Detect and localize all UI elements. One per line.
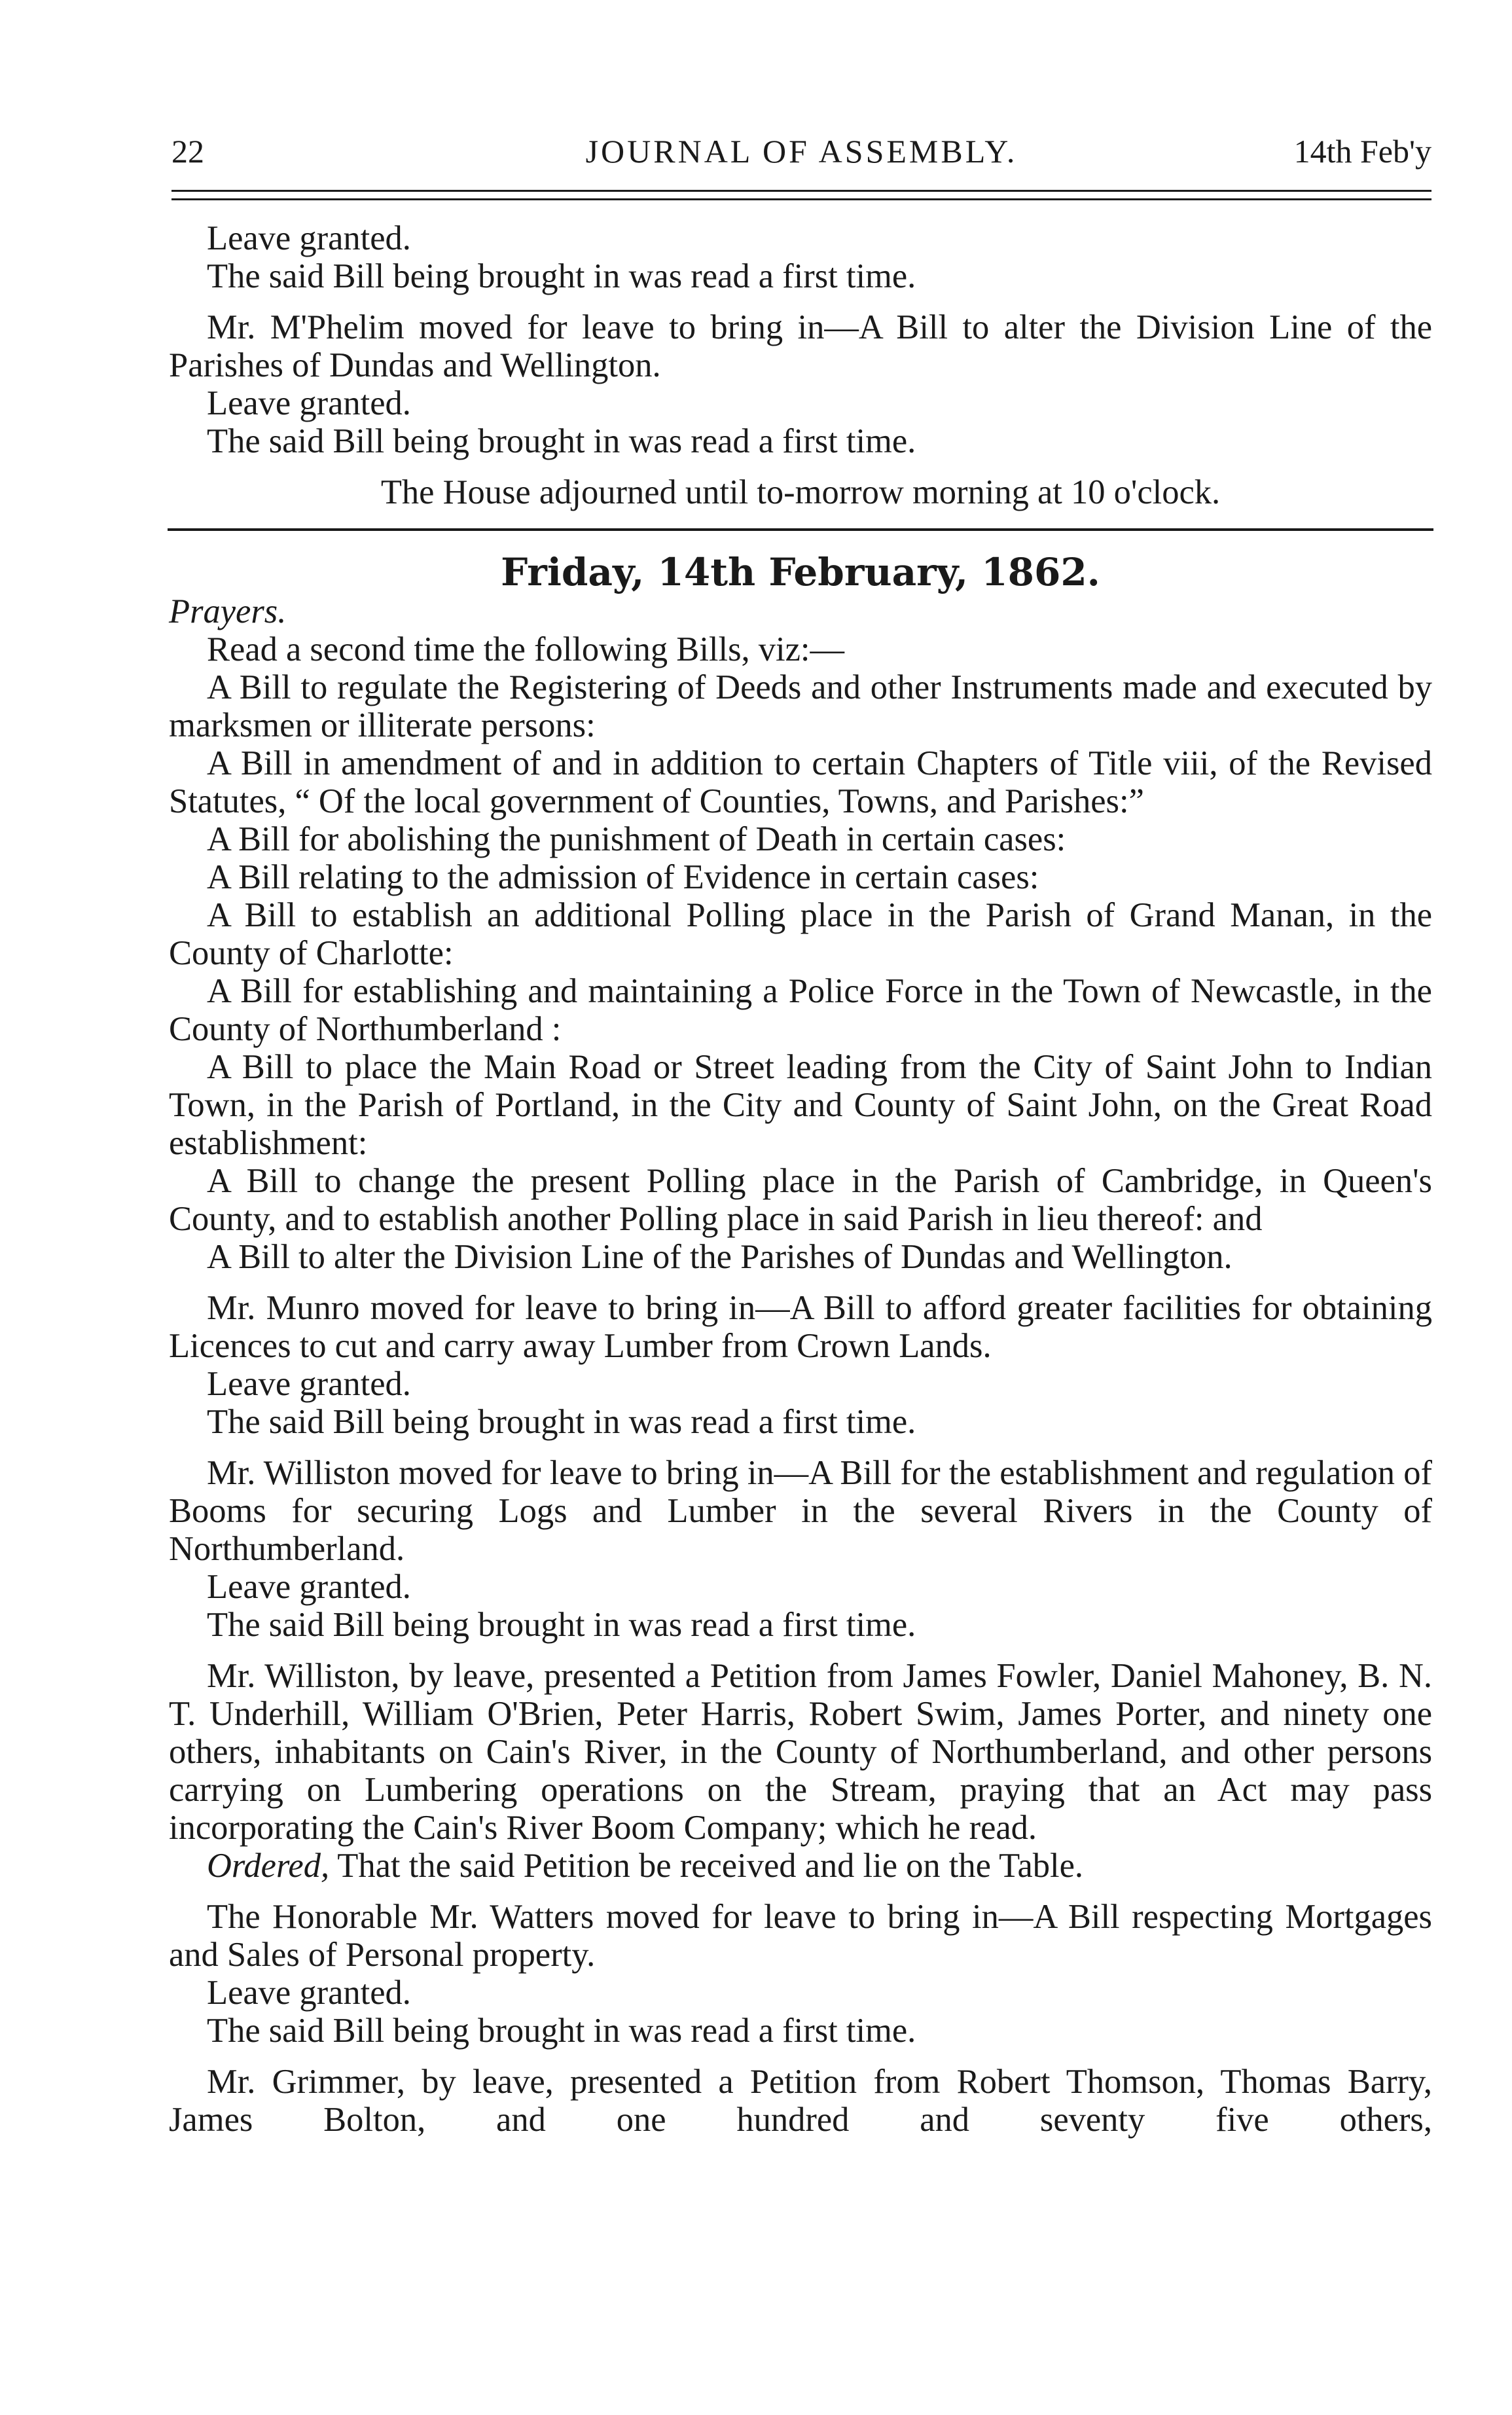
petition-order xyxy=(169,1847,1432,1885)
page-body xyxy=(169,219,1432,2139)
cains-river-petition: Mr. Williston, by leave, presented a Petition from James Fowler, Daniel Mahoney, B. N. T. Underhill, William O'Brien, Peter Harris, Robert Swim, James Porter, and ninety one others, inhabitants on Cain's River, in the County of Northumberland, and other persons carrying on Lumbering operations on the Stream, praying that an Act may pass incorporating the Cain's River Boom Company; which he read. xyxy=(169,1657,1432,1847)
bill-item: A Bill for establishing and maintaining a Police Force in the Town of Newcastle, in the County of Northumberland : xyxy=(169,972,1432,1048)
munro-motion: Mr. Munro moved for leave to bring in—A Bill to afford greater facilities for obtaining Licences to cut and carry away Lumber from Crown Lands. xyxy=(169,1289,1432,1365)
watters-leave: Leave granted. xyxy=(207,1974,411,2012)
leave-granted-1: Leave granted. xyxy=(207,219,411,257)
first-reading-1: The said Bill being brought in was read a first time. xyxy=(207,257,916,295)
bill-item: A Bill to change the present Polling place in the Parish of Cambridge, in Queen's County, and to establish another Polling place in said Parish in lieu thereof: and xyxy=(169,1162,1432,1238)
bill-item: A Bill to establish an additional Polling place in the Parish of Grand Manan, in the County of Charlotte: xyxy=(169,896,1432,972)
ordered-text: That the said Petition be received and lie on the Table. xyxy=(329,1847,1084,1885)
second-reading-intro: Read a second time the following Bills, viz:— xyxy=(207,630,844,668)
bill-item: A Bill relating to the admission of Evidence in certain cases: xyxy=(207,858,1039,896)
bill-item: A Bill to alter the Division Line of the Parishes of Dundas and Wellington. xyxy=(207,1238,1233,1276)
header-double-rule xyxy=(171,190,1431,200)
leave-granted-2: Leave granted. xyxy=(207,384,411,422)
bill-item: A Bill in amendment of and in addition to certain Chapters of Title viii, of the Revised Statutes, “ Of the local government of Counties, Towns, and Parishes:” xyxy=(169,744,1432,820)
williston-leave: Leave granted. xyxy=(207,1568,411,1606)
session-heading: Friday, 14th February, 1862. xyxy=(501,550,1100,594)
session-divider xyxy=(168,528,1433,531)
watters-first-reading: The said Bill being brought in was read a first time. xyxy=(207,2012,916,2050)
header-date: 14th Feb'y xyxy=(1293,133,1431,170)
munro-leave: Leave granted. xyxy=(207,1365,411,1403)
bill-item: A Bill to place the Main Road or Street leading from the City of Saint John to Indian Town, in the Parish of Portland, in the City and County of Saint John, on the Great Road establishment: xyxy=(169,1048,1432,1162)
williston-first-reading: The said Bill being brought in was read a first time. xyxy=(207,1606,916,1644)
watters-motion: The Honorable Mr. Watters moved for leave to bring in—A Bill respecting Mortgages and Sales of Personal property. xyxy=(169,1898,1432,1974)
munro-first-reading: The said Bill being brought in was read a first time. xyxy=(207,1403,916,1441)
journal-title: JOURNAL OF ASSEMBLY. xyxy=(585,133,1018,170)
bill-item: A Bill for abolishing the punishment of Death in certain cases: xyxy=(207,820,1066,858)
page-number: 22 xyxy=(171,133,204,170)
bill-item: A Bill to regulate the Registering of Deeds and other Instruments made and executed by marksmen or illiterate persons: xyxy=(169,668,1432,744)
ordered-word: Ordered, xyxy=(207,1847,330,1885)
grimmer-petition: Mr. Grimmer, by leave, presented a Petition from Robert Thomson, Thomas Barry, James Bolton, and one hundred and seventy five others, xyxy=(169,2063,1432,2139)
mphelim-motion: Mr. M'Phelim moved for leave to bring in—A Bill to alter the Division Line of the Parishes of Dundas and Wellington. xyxy=(169,308,1432,384)
williston-motion: Mr. Williston moved for leave to bring in—A Bill for the establishment and regulation of Booms for securing Logs and Lumber in the several Rivers in the County of Northumberland. xyxy=(169,1454,1432,1568)
running-header xyxy=(171,128,1431,174)
adjournment: The House adjourned until to-morrow morning at 10 o'clock. xyxy=(380,473,1221,511)
first-reading-2: The said Bill being brought in was read a first time. xyxy=(207,422,916,460)
prayers: Prayers. xyxy=(169,592,287,630)
